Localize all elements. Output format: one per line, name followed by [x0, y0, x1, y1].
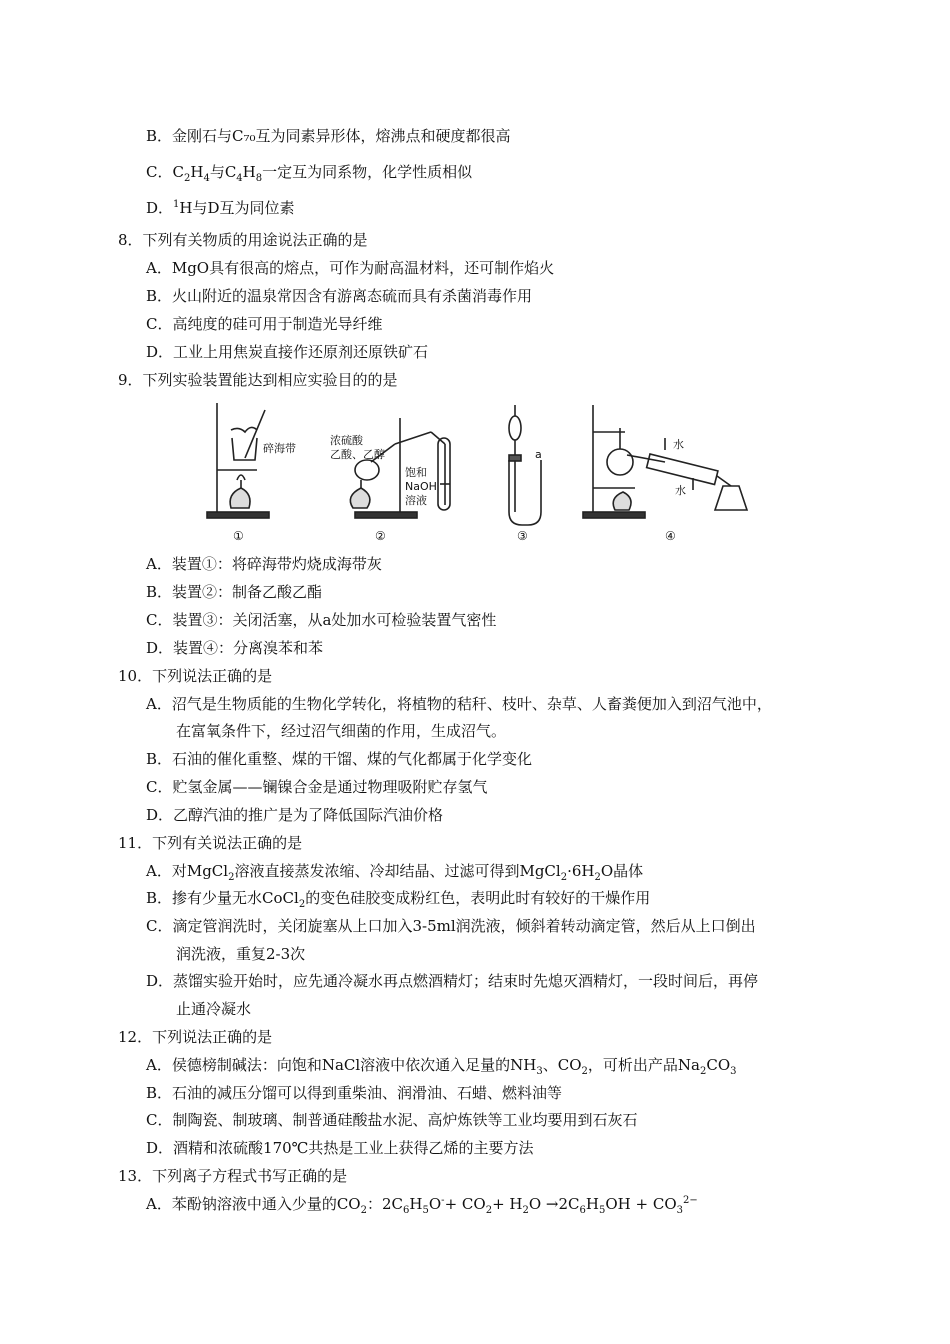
q13-stem: 13．下列离子方程式书写正确的是: [118, 1167, 348, 1185]
q12-option-b: B．石油的减压分馏可以得到重柴油、润滑油、石蜡、燃料油等: [146, 1084, 563, 1102]
label-num-1: ①: [233, 529, 244, 543]
apparatus-3: [509, 405, 542, 525]
label-seaweed: 碎海带: [263, 442, 296, 455]
q12-option-a: A．侯德榜制碱法：向饱和NaCl溶液中依次通入足量的$NH_3$、$CO_2$，可析出产品$Na_2CO_3$: [146, 1056, 737, 1077]
q12-stem: 12．下列说法正确的是: [118, 1028, 273, 1046]
q7-option-b: B．金刚石与C₇₀互为同素异形体，熔沸点和硬度都很高: [146, 127, 511, 145]
q10-option-a-line2: 在富氧条件下，经过沼气细菌的作用，生成沼气。: [176, 722, 507, 740]
q9-option-c: C．装置③：关闭活塞，从a处加水可检验装置气密性: [146, 611, 497, 629]
label-num-3: ③: [517, 529, 528, 543]
q8-option-b: B．火山附近的温泉常因含有游离态硫而具有杀菌消毒作用: [146, 287, 533, 305]
label-conc-sulfuric-acid: 浓硫酸: [330, 434, 363, 447]
label-a: a: [535, 448, 542, 461]
q8-option-d: D．工业上用焦炭直接作还原剂还原铁矿石: [146, 343, 429, 361]
q11-stem: 11．下列有关说法正确的是: [118, 834, 303, 852]
label-acetic-ethanol: 乙酸、乙醇: [330, 448, 385, 461]
label-num-2: ②: [375, 529, 386, 543]
q13-option-a: A．苯酚钠溶液中通入少量的$CO_2$：$2C_6H_5O^-+ CO_2+ H_2O \to 2C_6H_5OH + CO_3^{2-}$: [146, 1195, 698, 1216]
q8-option-c: C．高纯度的硅可用于制造光导纤维: [146, 315, 383, 333]
q10-stem: 10．下列说法正确的是: [118, 667, 273, 685]
q8-stem: 8．下列有关物质的用途说法正确的是: [118, 231, 368, 249]
q10-option-b: B．石油的催化重整、煤的干馏、煤的气化都属于化学变化: [146, 750, 533, 768]
q10-option-c: C．贮氢金属——镧镍合金是通过物理吸附贮存氢气: [146, 778, 488, 796]
label-water-out: 水: [673, 438, 684, 451]
q10-option-d: D．乙醇汽油的推广是为了降低国际汽油价格: [146, 806, 444, 824]
q11-option-a: A．对MgCl$_2$溶液直接蒸发浓缩、冷却结晶、过滤可得到$MgCl_2\cdot 6H_2O$晶体: [146, 862, 644, 883]
q7-option-d: D．$^1$H与D互为同位素: [146, 199, 295, 217]
label-num-4: ④: [665, 529, 676, 543]
apparatus-1: [207, 403, 296, 518]
apparatus-4: [583, 405, 747, 518]
q12-option-d: D．酒精和浓硫酸170℃共热是工业上获得乙烯的主要方法: [146, 1139, 534, 1157]
q9-option-a: A．装置①：将碎海带灼烧成海带灰: [146, 555, 382, 573]
q11-option-d-line1: D．蒸馏实验开始时，应先通冷凝水再点燃酒精灯；结束时先熄灭酒精灯，一段时间后，再停: [146, 972, 759, 990]
q9-option-d: D．装置④：分离溴苯和苯: [146, 639, 324, 657]
apparatus-figure: [195, 400, 760, 545]
q8-option-a: A．MgO具有很高的熔点，可作为耐高温材料，还可制作焰火: [146, 259, 555, 277]
apparatus-2: [330, 418, 450, 518]
q12-option-c: C．制陶瓷、制玻璃、制普通硅酸盐水泥、高炉炼铁等工业均要用到石灰石: [146, 1111, 638, 1129]
q9-stem: 9．下列实验装置能达到相应实验目的的是: [118, 371, 398, 389]
label-saturated: 饱和: [405, 466, 427, 479]
q11-option-c-line2: 润洗液，重复2-3次: [176, 945, 306, 963]
q9-option-b: B．装置②：制备乙酸乙酯: [146, 583, 323, 601]
q11-option-c-line1: C．滴定管润洗时，关闭旋塞从上口加入3-5ml润洗液，倾斜着转动滴定管，然后从上口倒出: [146, 917, 756, 935]
q7-option-c: C．$C_2H_4$与$C_4H_8$一定互为同系物，化学性质相似: [146, 163, 473, 184]
label-water-in: 水: [675, 484, 686, 497]
q11-option-b: B．掺有少量无水CoCl$_2$的变色硅胶变成粉红色，表明此时有较好的干燥作用: [146, 889, 651, 910]
label-solution: 溶液: [405, 494, 427, 507]
label-naoh: NaOH: [405, 480, 437, 493]
q10-option-a-line1: A．沼气是生物质能的生物化学转化，将植物的秸秆、枝叶、杂草、人畜粪便加入到沼气池中，: [146, 695, 772, 713]
q11-option-d-line2: 止通冷凝水: [176, 1000, 252, 1018]
